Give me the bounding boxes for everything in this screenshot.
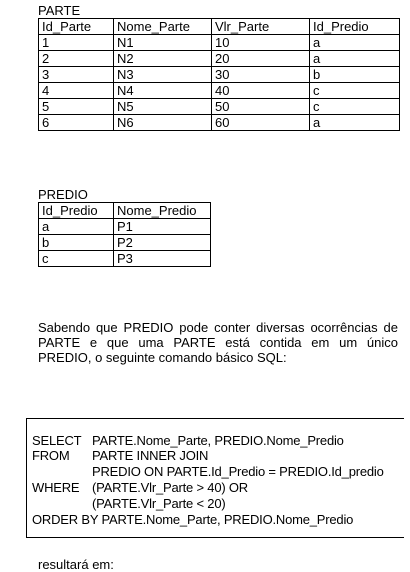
table-row <box>39 115 400 131</box>
sql-where-condition-1: (PARTE.Vlr_Parte > 40) OR <box>92 480 248 495</box>
table-row <box>39 67 400 83</box>
table-cell: P1 <box>114 219 211 235</box>
sql-where-condition-2: (PARTE.Vlr_Parte < 20) <box>92 496 226 511</box>
table-cell: 10 <box>212 35 310 51</box>
table-cell: 30 <box>212 67 310 83</box>
predio-table-body <box>39 203 211 267</box>
table-cell: N6 <box>114 115 212 131</box>
sql-from-keyword: FROM <box>32 448 70 463</box>
table-cell: a <box>310 51 400 67</box>
table-row <box>39 99 400 115</box>
parte-table <box>38 18 400 131</box>
table-cell: N4 <box>114 83 212 99</box>
sql-order-by-clause: ORDER BY PARTE.Nome_Parte, PREDIO.Nome_Predio <box>32 512 354 527</box>
predio-header-row <box>39 203 211 219</box>
table-cell: b <box>39 235 114 251</box>
table-cell: 60 <box>212 115 310 131</box>
table-cell: c <box>310 99 400 115</box>
table-row <box>39 51 400 67</box>
table-cell: 50 <box>212 99 310 115</box>
parte-table-caption: PARTE <box>38 3 81 18</box>
table-row <box>39 35 400 51</box>
sql-join-condition: PREDIO ON PARTE.Id_Predio = PREDIO.Id_predio <box>92 464 384 479</box>
table-cell: P3 <box>114 251 211 267</box>
table-cell: N1 <box>114 35 212 51</box>
table-row <box>39 235 211 251</box>
table-cell: 4 <box>39 83 114 99</box>
table-cell: N5 <box>114 99 212 115</box>
table-cell: a <box>310 35 400 51</box>
parte-header-row <box>39 19 400 35</box>
result-text: resultará em: <box>38 557 114 572</box>
table-cell: 5 <box>39 99 114 115</box>
sql-where-keyword: WHERE <box>32 480 80 495</box>
table-cell: a <box>310 115 400 131</box>
parte-column-header: Id_Predio <box>310 19 400 35</box>
table-cell: 3 <box>39 67 114 83</box>
table-cell: N3 <box>114 67 212 83</box>
table-cell: 20 <box>212 51 310 67</box>
parte-column-header: Id_Parte <box>39 19 114 35</box>
sql-from-table: PARTE INNER JOIN <box>92 448 209 463</box>
table-row <box>39 83 400 99</box>
question-paragraph: Sabendo que PREDIO pode conter diversas ocorrências de PARTE e que uma PARTE está contida em um único PREDIO, o seguinte comando básico SQL: <box>38 320 398 365</box>
table-cell: 6 <box>39 115 114 131</box>
predio-column-header: Id_Predio <box>39 203 114 219</box>
sql-select-columns: PARTE.Nome_Parte, PREDIO.Nome_Predio <box>92 433 344 448</box>
table-row <box>39 219 211 235</box>
table-cell: 2 <box>39 51 114 67</box>
table-cell: c <box>39 251 114 267</box>
table-cell: 40 <box>212 83 310 99</box>
predio-column-header: Nome_Predio <box>114 203 211 219</box>
table-cell: c <box>310 83 400 99</box>
parte-column-header: Nome_Parte <box>114 19 212 35</box>
parte-column-header: Vlr_Parte <box>212 19 310 35</box>
sql-select-keyword: SELECT <box>32 433 82 448</box>
table-cell: 1 <box>39 35 114 51</box>
predio-table-caption: PREDIO <box>38 187 88 202</box>
table-row <box>39 251 211 267</box>
predio-table <box>38 202 211 267</box>
table-cell: P2 <box>114 235 211 251</box>
table-cell: b <box>310 67 400 83</box>
parte-table-body <box>39 19 400 131</box>
table-cell: a <box>39 219 114 235</box>
table-cell: N2 <box>114 51 212 67</box>
